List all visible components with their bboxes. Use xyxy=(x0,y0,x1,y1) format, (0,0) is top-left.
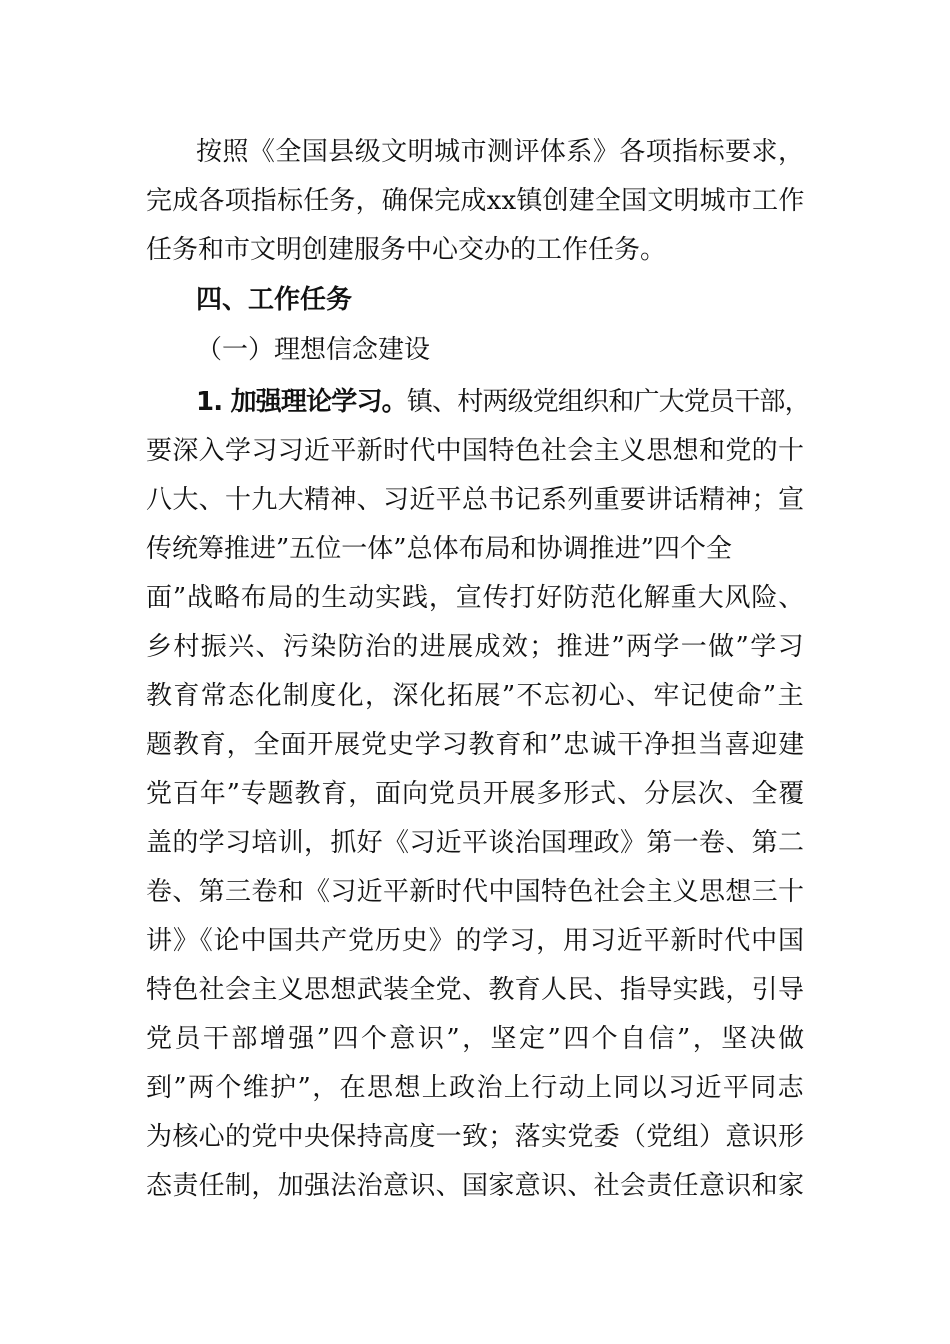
item1-first-line-rest: 镇、村两级党组织和广大党员干部， xyxy=(406,387,810,417)
item1-first-line xyxy=(196,385,810,419)
intro-line-2: 完成各项指标任务，确保完成xx镇创建全国文明城市工作 xyxy=(146,186,805,216)
item1-line: 党百年”专题教育，面向党员开展多形式、分层次、全覆 xyxy=(146,779,806,809)
item1-line: 到”两个维护”，在思想上政治上行动上同以习近平同志 xyxy=(146,1073,805,1103)
item1-line: 党员干部增强”四个意识”，坚定”四个自信”，坚决做 xyxy=(146,1024,807,1054)
item1-line: 题教育，全面开展党史学习教育和”忠诚干净担当喜迎建 xyxy=(146,730,806,760)
item1-line: 特色社会主义思想武装全党、教育人民、指导实践，引导 xyxy=(146,975,805,1005)
item1-line: 盖的学习培训，抓好《习近平谈治国理政》第一卷、第二 xyxy=(146,828,805,858)
intro-line-3: 任务和市文明创建服务中心交办的工作任务。 xyxy=(146,235,667,265)
section-heading: 四、工作任务 xyxy=(196,285,353,315)
item1-line: 传统筹推进”五位一体”总体布局和协调推进”四个全 xyxy=(146,534,732,564)
intro-line-1: 按照《全国县级文明城市测评体系》各项指标要求， xyxy=(196,137,805,167)
item1-line: 乡村振兴、污染防治的进展成效；推进”两学一做”学习 xyxy=(146,632,805,662)
item1-line: 八大、十九大精神、习近平总书记系列重要讲话精神；宣 xyxy=(146,485,805,515)
item1-line: 为核心的党中央保持高度一致；落实党委（党组）意识形 xyxy=(146,1122,805,1152)
item1-line: 面”战略布局的生动实践，宣传打好防范化解重大风险、 xyxy=(146,583,806,613)
subsection-heading: （一）理想信念建设 xyxy=(196,335,431,365)
item1-line: 讲》《论中国共产党历史》的学习，用习近平新时代中国 xyxy=(146,926,805,956)
item1-line: 要深入学习习近平新时代中国特色社会主义思想和党的十 xyxy=(146,436,805,466)
item1-line: 态责任制，加强法治意识、国家意识、社会责任意识和家 xyxy=(146,1171,805,1201)
item1-line: 卷、第三卷和《习近平新时代中国特色社会主义思想三十 xyxy=(146,877,805,907)
item1-title: 1. 加强理论学习。 xyxy=(196,387,407,417)
item1-line: 教育常态化制度化，深化拓展”不忘初心、牢记使命”主 xyxy=(146,681,805,711)
